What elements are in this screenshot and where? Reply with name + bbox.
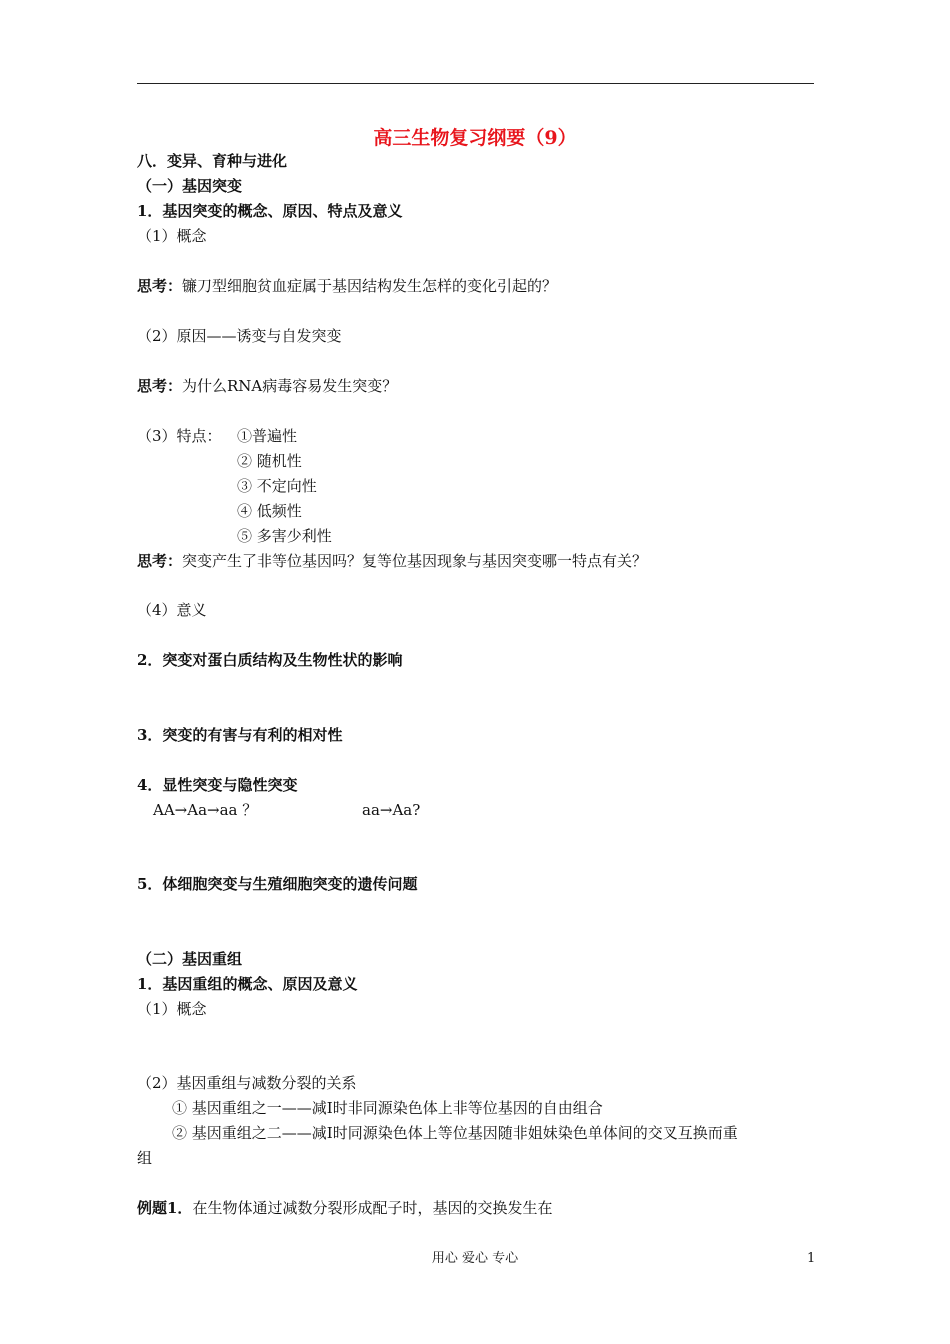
trait-item: ③ 不定向性 bbox=[237, 477, 317, 495]
think-label: 思考： bbox=[137, 277, 183, 295]
section-heading: 八．变异、育种与进化 bbox=[137, 152, 288, 170]
item-significance: （4）意义 bbox=[137, 601, 207, 619]
page-footer: 用心 爱心 专心 bbox=[431, 1251, 519, 1266]
example-label: 例题1． bbox=[137, 1199, 193, 1217]
example-text: 在生物体通过减数分裂形成配子时，基因的交换发生在 bbox=[192, 1199, 553, 1217]
page-number: 1 bbox=[807, 1251, 816, 1266]
topic-heading: 1．基因重组的概念、原因及意义 bbox=[137, 975, 358, 993]
topic-heading: 1．基因突变的概念、原因、特点及意义 bbox=[137, 202, 403, 220]
example-question bbox=[137, 1198, 552, 1218]
topic-heading: 2．突变对蛋白质结构及生物性状的影响 bbox=[137, 651, 403, 669]
relation-item: ② 基因重组之二——减Ⅰ时同源染色体上等位基因随非姐妹染色单体间的交叉互换而重 bbox=[172, 1124, 738, 1142]
topic-heading: 5．体细胞突变与生殖细胞突变的遗传问题 bbox=[137, 875, 418, 893]
subsection-heading: （一）基因突变 bbox=[137, 177, 243, 195]
think-label: 思考： bbox=[137, 552, 183, 570]
relation-item-continued: 组 bbox=[137, 1149, 153, 1167]
think-text: 突变产生了非等位基因吗？复等位基因现象与基因突变哪一特点有关？ bbox=[182, 552, 648, 570]
item-relation: （2）基因重组与减数分裂的关系 bbox=[137, 1074, 357, 1092]
think-text: 镰刀型细胞贫血症属于基因结构发生怎样的变化引起的？ bbox=[182, 277, 558, 295]
header-rule bbox=[137, 83, 814, 84]
document-title: 高三生物复习纲要（9） bbox=[373, 127, 577, 149]
item-concept: （1）概念 bbox=[137, 1000, 207, 1018]
trait-item: ② 随机性 bbox=[237, 452, 302, 470]
topic-heading: 3．突变的有害与有利的相对性 bbox=[137, 726, 343, 744]
mutation-example: AA→Aa→aa ？ bbox=[153, 801, 258, 819]
think-text: 为什么RNA病毒容易发生突变？ bbox=[182, 377, 398, 395]
item-traits: （3）特点： bbox=[137, 427, 222, 445]
topic-heading: 4．显性突变与隐性突变 bbox=[137, 776, 298, 794]
item-concept: （1）概念 bbox=[137, 227, 207, 245]
think-question bbox=[137, 276, 557, 296]
trait-item: ④ 低频性 bbox=[237, 502, 302, 520]
think-question bbox=[137, 376, 397, 396]
trait-item: ⑤ 多害少利性 bbox=[237, 527, 332, 545]
item-cause: （2）原因——诱变与自发突变 bbox=[137, 327, 342, 345]
mutation-example: aa→Aa? bbox=[362, 801, 421, 819]
relation-item: ① 基因重组之一——减Ⅰ时非同源染色体上非等位基因的自由组合 bbox=[172, 1099, 603, 1117]
subsection-heading: （二）基因重组 bbox=[137, 950, 243, 968]
trait-item: ①普遍性 bbox=[237, 427, 298, 445]
think-label: 思考： bbox=[137, 377, 183, 395]
think-question bbox=[137, 551, 647, 571]
